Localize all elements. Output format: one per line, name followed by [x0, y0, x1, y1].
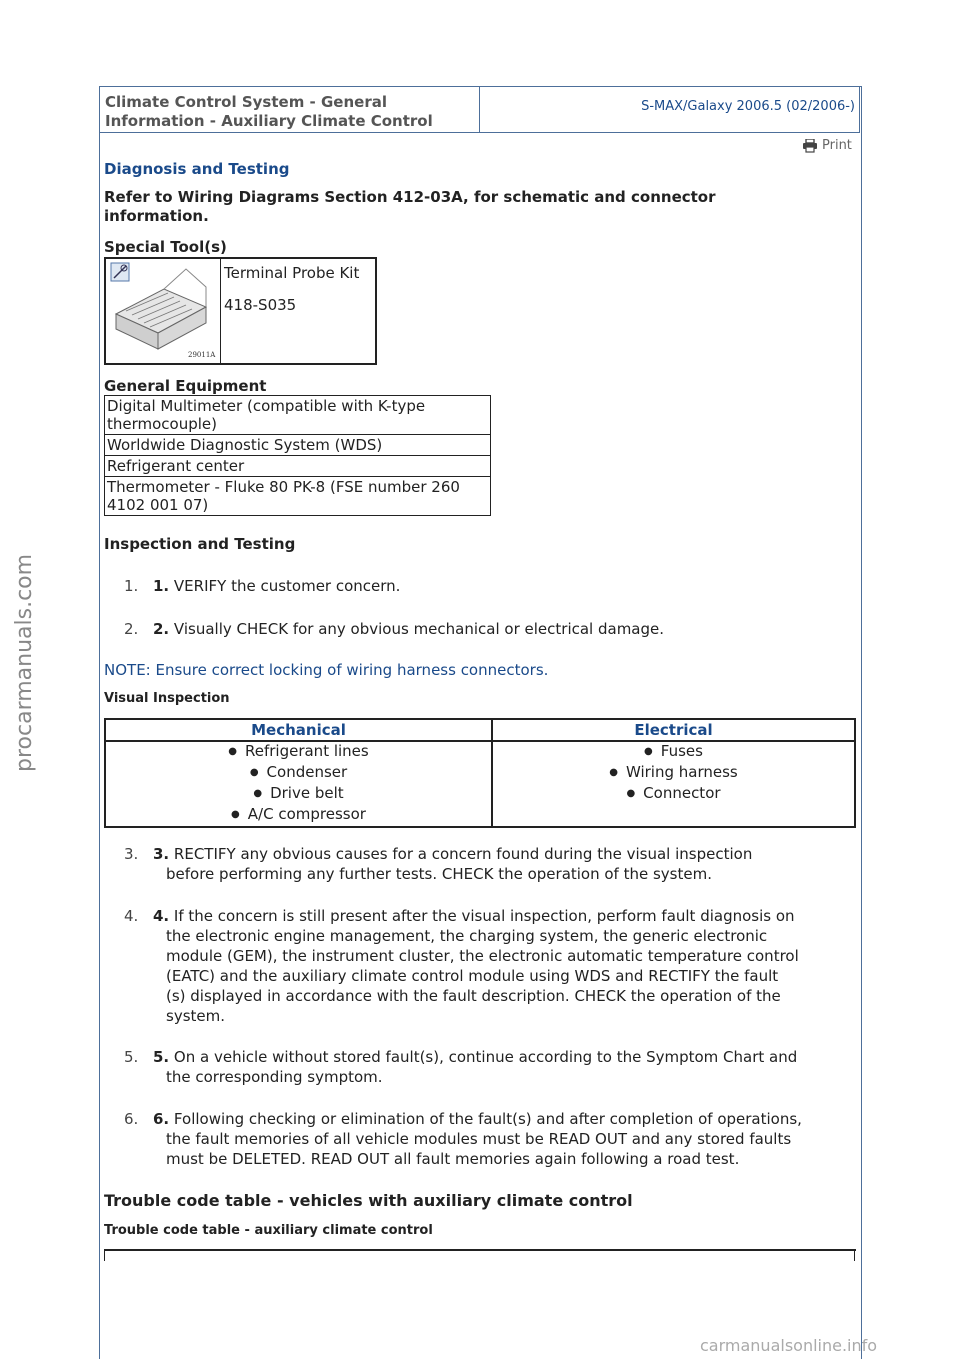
- wiring-reference: [104, 188, 716, 226]
- trouble-code-table-right-edge: [854, 1249, 855, 1261]
- table-header-row: [105, 719, 855, 741]
- terminal-probe-kit-image: [106, 259, 220, 363]
- equipment-cell: Worldwide Diagnostic System (WDS): [105, 435, 491, 456]
- trouble-code-table-top: [104, 1249, 856, 1251]
- table-row: [105, 456, 491, 477]
- wiring-reference-line-2: information.: [104, 207, 209, 225]
- document-title: [100, 87, 480, 132]
- side-watermark: [10, 553, 38, 776]
- step-2: [104, 619, 854, 639]
- step-6: [104, 1109, 854, 1169]
- tool-info: [221, 259, 375, 363]
- tool-image: [106, 259, 221, 363]
- equipment-cell: Digital Multimeter (compatible with K-type thermocouple): [105, 396, 491, 435]
- column-header-electrical: Electrical: [492, 719, 855, 741]
- vehicle-model: S-MAX/Galaxy 2006.5 (02/2006-): [641, 99, 855, 114]
- step-number: 1.: [153, 577, 170, 595]
- print-label: Print: [822, 138, 852, 153]
- general-equipment-heading: General Equipment: [104, 377, 267, 395]
- step-text: If the concern is still present after the visual inspection, perform fault diagnosis on: [173, 907, 795, 925]
- list-item: ● A/C compressor: [106, 805, 491, 826]
- step-marker: 2.: [124, 620, 139, 638]
- electrical-items: [492, 741, 855, 827]
- equipment-cell: Refrigerant center: [105, 456, 491, 477]
- step-text: VERIFY the customer concern.: [173, 577, 401, 595]
- list-item: ● Refrigerant lines: [106, 742, 491, 763]
- step-number: 2.: [153, 620, 170, 638]
- tool-image-caption: 29011A: [188, 351, 216, 359]
- step-marker: 3.: [124, 845, 139, 863]
- trouble-code-heading: Trouble code table - vehicles with auxiliary climate control: [104, 1191, 633, 1210]
- step-number: 3.: [153, 845, 170, 863]
- step-3: [104, 844, 854, 884]
- table-row: [105, 435, 491, 456]
- print-button[interactable]: [802, 138, 852, 153]
- side-watermark-text: procarmanuals.com: [12, 553, 37, 772]
- mechanical-items: [105, 741, 492, 827]
- step-text: module (GEM), the instrument cluster, the electronic automatic temperature control: [166, 947, 799, 965]
- list-item: ● Connector: [493, 784, 854, 805]
- trouble-code-subheading: Trouble code table - auxiliary climate control: [104, 1223, 433, 1238]
- step-text: Following checking or elimination of the fault(s) and after completion of operations,: [173, 1110, 802, 1128]
- equipment-cell: Thermometer - Fluke 80 PK-8 (FSE number 260 4102 001 07): [105, 477, 491, 516]
- special-tools-table: [104, 257, 377, 365]
- step-text: before performing any further tests. CHECK the operation of the system.: [166, 865, 712, 883]
- step-text: the fault memories of all vehicle modules must be READ OUT and any stored faults: [166, 1130, 792, 1148]
- title-line-1: Climate Control System - General: [105, 93, 387, 111]
- step-text: Visually CHECK for any obvious mechanical or electrical damage.: [173, 620, 665, 638]
- step-text: must be DELETED. READ OUT all fault memories again following a road test.: [166, 1150, 740, 1168]
- step-text: system.: [166, 1007, 225, 1025]
- trouble-code-table-left-edge: [104, 1249, 105, 1261]
- table-row: [105, 477, 491, 516]
- step-marker: 5.: [124, 1048, 139, 1066]
- step-text: (s) displayed in accordance with the fault description. CHECK the operation of the: [166, 987, 781, 1005]
- list-item: ● Condenser: [106, 763, 491, 784]
- note: NOTE: Ensure correct locking of wiring harness connectors.: [104, 661, 549, 679]
- step-number: 4.: [153, 907, 170, 925]
- inspection-heading: Inspection and Testing: [104, 535, 296, 553]
- step-marker: 6.: [124, 1110, 139, 1128]
- step-text: the electronic engine management, the charging system, the generic electronic: [166, 927, 768, 945]
- visual-inspection-table: [104, 718, 856, 828]
- tool-name: Terminal Probe Kit: [224, 264, 360, 282]
- printer-icon: [802, 139, 818, 153]
- wiring-reference-line-1: Refer to Wiring Diagrams Section 412-03A, for schematic and connector: [104, 188, 716, 206]
- bottom-watermark: carmanualsonline.info: [700, 1336, 878, 1355]
- visual-inspection-heading: Visual Inspection: [104, 691, 230, 706]
- table-row: [105, 741, 855, 827]
- title-line-2: Information - Auxiliary Climate Control: [105, 112, 433, 130]
- document-header: [99, 86, 860, 133]
- list-item: ● Fuses: [493, 742, 854, 763]
- special-tools-heading: Special Tool(s): [104, 238, 227, 256]
- table-row: [105, 396, 491, 435]
- step-number: 6.: [153, 1110, 170, 1128]
- step-marker: 4.: [124, 907, 139, 925]
- step-marker: 1.: [124, 577, 139, 595]
- section-title: Diagnosis and Testing: [104, 160, 290, 178]
- step-5: [104, 1047, 854, 1087]
- step-text: (EATC) and the auxiliary climate control module using WDS and RECTIFY the fault: [166, 967, 779, 985]
- step-text: On a vehicle without stored fault(s), continue according to the Symptom Chart and: [173, 1048, 798, 1066]
- tool-number: 418-S035: [224, 296, 297, 314]
- step-number: 5.: [153, 1048, 170, 1066]
- list-item: ● Wiring harness: [493, 763, 854, 784]
- step-1: [104, 576, 854, 596]
- step-text: RECTIFY any obvious causes for a concern found during the visual inspection: [173, 845, 753, 863]
- column-header-mechanical: Mechanical: [105, 719, 492, 741]
- general-equipment-table: [104, 395, 491, 516]
- step-4: [104, 906, 854, 1026]
- step-text: the corresponding symptom.: [166, 1068, 383, 1086]
- list-item: ● Drive belt: [106, 784, 491, 805]
